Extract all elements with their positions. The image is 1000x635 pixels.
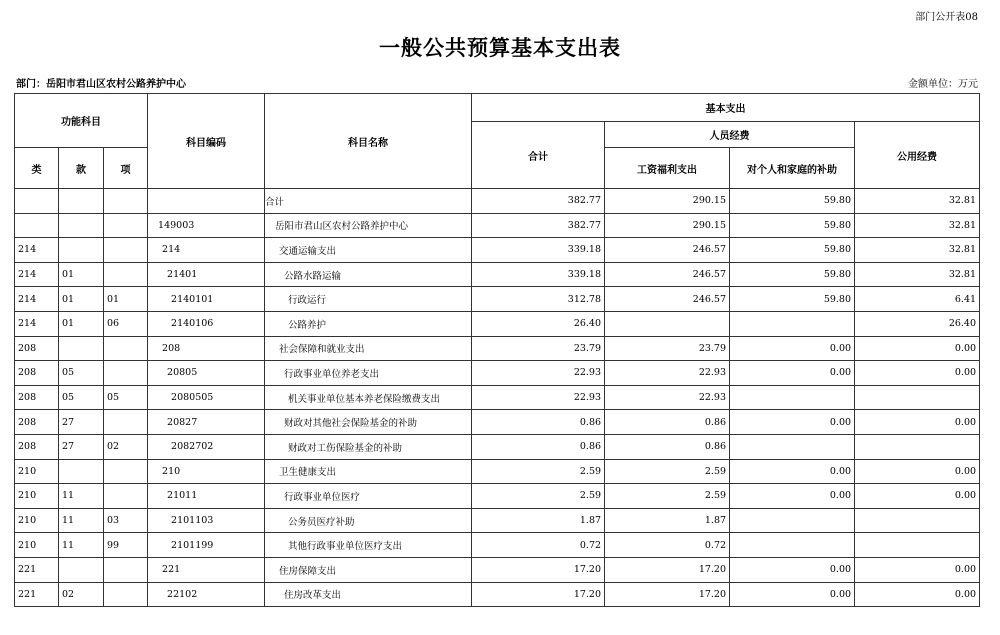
- table-row: [15, 533, 980, 558]
- cell-public: 32.81: [855, 213, 980, 238]
- cell-kuan: 05: [59, 385, 104, 410]
- cell-total: 339.18: [472, 262, 605, 287]
- cell-subject-name: 卫生健康支出: [265, 459, 472, 484]
- cell-lei: 214: [15, 287, 59, 312]
- cell-subject-name: 社会保障和就业支出: [265, 336, 472, 361]
- cell-lei: 208: [15, 434, 59, 459]
- cell-salary: 22.93: [605, 385, 730, 410]
- table-row: [15, 410, 980, 435]
- header-basic-expense: 基本支出: [472, 94, 980, 122]
- page-title: 一般公共预算基本支出表: [379, 35, 621, 60]
- cell-subsidy: [730, 311, 855, 336]
- cell-public: 32.81: [855, 262, 980, 287]
- cell-lei: 221: [15, 582, 59, 607]
- cell-lei: 221: [15, 557, 59, 582]
- cell-subject-code: 22102: [148, 582, 265, 607]
- cell-subsidy: [730, 508, 855, 533]
- cell-subject-code: 2082702: [148, 434, 265, 459]
- cell-salary: 2.59: [605, 484, 730, 509]
- cell-total: 22.93: [472, 361, 605, 386]
- cell-subject-code: 20827: [148, 410, 265, 435]
- header-kuan: 款: [59, 148, 104, 189]
- cell-public: [855, 508, 980, 533]
- cell-salary: 22.93: [605, 361, 730, 386]
- cell-lei: 208: [15, 410, 59, 435]
- cell-subject-code: 210: [148, 459, 265, 484]
- cell-salary: 23.79: [605, 336, 730, 361]
- cell-subject-name: 公路养护: [265, 311, 472, 336]
- budget-expense-table: [14, 93, 980, 607]
- amount-unit-label: 金额单位：万元: [908, 79, 978, 90]
- table-row: [15, 262, 980, 287]
- cell-xiang: [104, 189, 148, 214]
- cell-lei: 214: [15, 262, 59, 287]
- cell-lei: [15, 189, 59, 214]
- cell-subsidy: [730, 533, 855, 558]
- cell-subsidy: 0.00: [730, 459, 855, 484]
- cell-subject-name: 行政运行: [265, 287, 472, 312]
- cell-salary: 0.86: [605, 410, 730, 435]
- cell-subject-name: 住房改革支出: [265, 582, 472, 607]
- cell-subject-code: 214: [148, 238, 265, 263]
- form-number: 部门公开表08: [915, 12, 978, 23]
- cell-subject-code: 2140101: [148, 287, 265, 312]
- cell-salary: 0.72: [605, 533, 730, 558]
- cell-public: 32.81: [855, 189, 980, 214]
- cell-total: 23.79: [472, 336, 605, 361]
- cell-kuan: [59, 336, 104, 361]
- cell-subject-code: 2140106: [148, 311, 265, 336]
- table-row: [15, 361, 980, 386]
- cell-salary: 246.57: [605, 262, 730, 287]
- cell-xiang: 01: [104, 287, 148, 312]
- cell-subsidy: 59.80: [730, 238, 855, 263]
- cell-public: 0.00: [855, 557, 980, 582]
- table-row: [15, 484, 980, 509]
- cell-subsidy: 0.00: [730, 557, 855, 582]
- header-func-subject: 功能科目: [15, 94, 148, 148]
- cell-total: 2.59: [472, 484, 605, 509]
- cell-subject-name: 行政事业单位养老支出: [265, 361, 472, 386]
- cell-lei: 214: [15, 238, 59, 263]
- cell-subsidy: [730, 385, 855, 410]
- cell-subject-name: 行政事业单位医疗: [265, 484, 472, 509]
- cell-public: 26.40: [855, 311, 980, 336]
- cell-subject-code: 2101103: [148, 508, 265, 533]
- cell-public: [855, 533, 980, 558]
- cell-subject-code: 20805: [148, 361, 265, 386]
- cell-public: 0.00: [855, 582, 980, 607]
- cell-kuan: 02: [59, 582, 104, 607]
- table-row: [15, 434, 980, 459]
- cell-subject-code: 208: [148, 336, 265, 361]
- cell-lei: 208: [15, 385, 59, 410]
- cell-xiang: [104, 238, 148, 263]
- table-row: [15, 213, 980, 238]
- cell-public: 0.00: [855, 484, 980, 509]
- cell-subject-name: 住房保障支出: [265, 557, 472, 582]
- cell-xiang: 02: [104, 434, 148, 459]
- cell-kuan: [59, 213, 104, 238]
- cell-salary: 1.87: [605, 508, 730, 533]
- cell-public: 0.00: [855, 410, 980, 435]
- cell-subsidy: 0.00: [730, 361, 855, 386]
- cell-lei: 208: [15, 336, 59, 361]
- cell-salary: 290.15: [605, 213, 730, 238]
- header-total: 合计: [472, 122, 605, 189]
- cell-subject-code: 2080505: [148, 385, 265, 410]
- cell-xiang: 05: [104, 385, 148, 410]
- cell-kuan: 11: [59, 484, 104, 509]
- cell-xiang: 99: [104, 533, 148, 558]
- table-row: [15, 385, 980, 410]
- cell-lei: [15, 213, 59, 238]
- cell-kuan: [59, 557, 104, 582]
- cell-total: 382.77: [472, 189, 605, 214]
- cell-public: [855, 385, 980, 410]
- header-subject-code: 科目编码: [148, 94, 265, 189]
- cell-kuan: [59, 238, 104, 263]
- table-body: [15, 189, 980, 607]
- department-label: 部门：岳阳市君山区农村公路养护中心: [16, 79, 186, 90]
- cell-total: 382.77: [472, 213, 605, 238]
- cell-xiang: 06: [104, 311, 148, 336]
- cell-subsidy: 0.00: [730, 484, 855, 509]
- header-salary: 工资福利支出: [605, 148, 730, 189]
- cell-total: 0.72: [472, 533, 605, 558]
- cell-salary: 17.20: [605, 557, 730, 582]
- cell-salary: [605, 311, 730, 336]
- cell-lei: 210: [15, 533, 59, 558]
- cell-subsidy: 0.00: [730, 336, 855, 361]
- cell-total: 22.93: [472, 385, 605, 410]
- cell-subject-code: 21011: [148, 484, 265, 509]
- cell-subsidy: 0.00: [730, 582, 855, 607]
- table-row: [15, 287, 980, 312]
- cell-salary: 246.57: [605, 238, 730, 263]
- cell-subject-name: 公务员医疗补助: [265, 508, 472, 533]
- cell-subsidy: [730, 434, 855, 459]
- cell-kuan: 01: [59, 262, 104, 287]
- cell-kuan: 05: [59, 361, 104, 386]
- cell-subject-name: 机关事业单位基本养老保险缴费支出: [265, 385, 472, 410]
- cell-subject-name: 其他行政事业单位医疗支出: [265, 533, 472, 558]
- cell-subsidy: 0.00: [730, 410, 855, 435]
- cell-kuan: [59, 189, 104, 214]
- cell-total: 26.40: [472, 311, 605, 336]
- cell-subject-code: 2101199: [148, 533, 265, 558]
- cell-subject-name: 财政对其他社会保险基金的补助: [265, 410, 472, 435]
- cell-total: 17.20: [472, 582, 605, 607]
- cell-total: 2.59: [472, 459, 605, 484]
- cell-total: 312.78: [472, 287, 605, 312]
- table-row: [15, 508, 980, 533]
- cell-total: 17.20: [472, 557, 605, 582]
- cell-xiang: [104, 459, 148, 484]
- cell-subject-name: 财政对工伤保险基金的补助: [265, 434, 472, 459]
- cell-subject-name: 交通运输支出: [265, 238, 472, 263]
- cell-subject-code: [148, 189, 265, 214]
- cell-xiang: 03: [104, 508, 148, 533]
- header-lei: 类: [15, 148, 59, 189]
- cell-xiang: [104, 484, 148, 509]
- cell-xiang: [104, 262, 148, 287]
- cell-xiang: [104, 582, 148, 607]
- cell-kuan: 11: [59, 533, 104, 558]
- cell-kuan: [59, 459, 104, 484]
- cell-subsidy: 59.80: [730, 262, 855, 287]
- cell-kuan: 11: [59, 508, 104, 533]
- cell-lei: 208: [15, 361, 59, 386]
- cell-lei: 210: [15, 484, 59, 509]
- cell-kuan: 01: [59, 287, 104, 312]
- cell-xiang: [104, 336, 148, 361]
- cell-subject-name: 合计: [265, 189, 472, 214]
- cell-lei: 210: [15, 459, 59, 484]
- cell-salary: 246.57: [605, 287, 730, 312]
- cell-subject-code: 149003: [148, 213, 265, 238]
- cell-subject-code: 221: [148, 557, 265, 582]
- cell-kuan: 27: [59, 410, 104, 435]
- cell-public: 32.81: [855, 238, 980, 263]
- cell-subject-name: 公路水路运输: [265, 262, 472, 287]
- header-subject-name: 科目名称: [265, 94, 472, 189]
- cell-public: 6.41: [855, 287, 980, 312]
- table-row: [15, 459, 980, 484]
- cell-public: [855, 434, 980, 459]
- cell-salary: 290.15: [605, 189, 730, 214]
- cell-subsidy: 59.80: [730, 287, 855, 312]
- cell-total: 0.86: [472, 434, 605, 459]
- cell-salary: 0.86: [605, 434, 730, 459]
- cell-salary: 17.20: [605, 582, 730, 607]
- cell-total: 1.87: [472, 508, 605, 533]
- cell-total: 0.86: [472, 410, 605, 435]
- table-row: [15, 557, 980, 582]
- cell-xiang: [104, 557, 148, 582]
- table-row: [15, 189, 980, 214]
- table-row: [15, 336, 980, 361]
- header-subsidy: 对个人和家庭的补助: [730, 148, 855, 189]
- cell-lei: 210: [15, 508, 59, 533]
- header-xiang: 项: [104, 148, 148, 189]
- cell-kuan: 01: [59, 311, 104, 336]
- table-row: [15, 238, 980, 263]
- cell-xiang: [104, 361, 148, 386]
- cell-public: 0.00: [855, 361, 980, 386]
- cell-total: 339.18: [472, 238, 605, 263]
- cell-salary: 2.59: [605, 459, 730, 484]
- cell-subject-code: 21401: [148, 262, 265, 287]
- cell-lei: 214: [15, 311, 59, 336]
- table-row: [15, 582, 980, 607]
- cell-subsidy: 59.80: [730, 189, 855, 214]
- cell-subsidy: 59.80: [730, 213, 855, 238]
- cell-xiang: [104, 213, 148, 238]
- cell-kuan: 27: [59, 434, 104, 459]
- cell-public: 0.00: [855, 459, 980, 484]
- cell-subject-name: 岳阳市君山区农村公路养护中心: [265, 213, 472, 238]
- cell-public: 0.00: [855, 336, 980, 361]
- cell-xiang: [104, 410, 148, 435]
- header-personnel: 人员经费: [605, 122, 855, 148]
- header-public: 公用经费: [855, 122, 980, 189]
- table-row: [15, 311, 980, 336]
